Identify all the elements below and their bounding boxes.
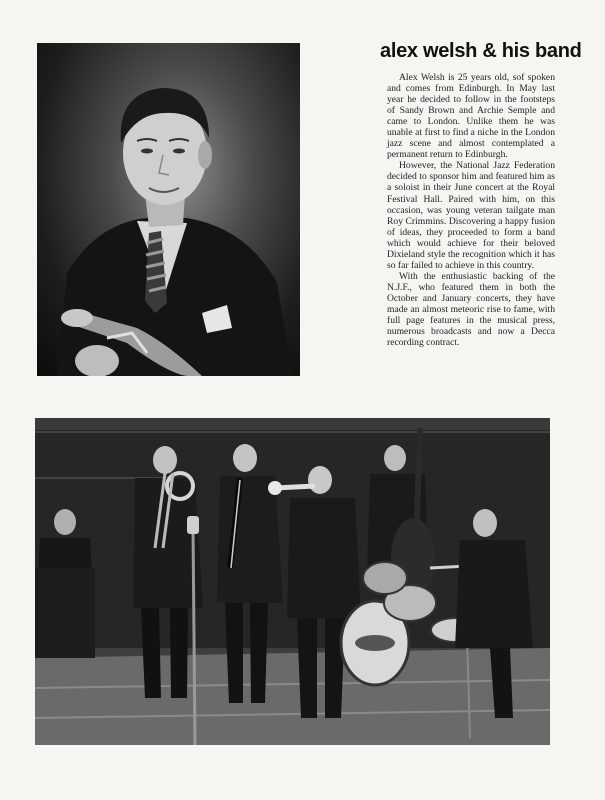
article-paragraph: With the enthusiastic backing of the N.J.F., who featured them in both the October and January concerts, they have made an almost meteoric rise to fame, with full page features in the musical press, numerous broadcasts and now a Decca recording contract. bbox=[387, 270, 555, 349]
band-photo bbox=[35, 418, 550, 745]
article-body bbox=[387, 72, 555, 348]
portrait-photo bbox=[37, 43, 300, 376]
article-title: alex welsh & his band bbox=[380, 40, 582, 62]
article-paragraph: Alex Welsh is 25 years old, sof spoken and comes from Edinburgh. In May last year he decided to follow in the footsteps of Sandy Brown and Archie Semple and came to London. Unlike them he was unable at first to find a niche in the London jazz scene and almost contemplated a permanent return to Edinburgh. bbox=[387, 72, 555, 161]
article-paragraph: However, the National Jazz Federation decided to sponsor him and featured him as a soloist in their June concert at the Royal Festival Hall. Paired with him, on this occasion, was young veteran tailgate man Roy Crimmins. Discovering a happy fusion of ideas, they proceeded to form a band which would achieve for their beloved Dixieland style the recognition which it has so far failed to achieve in this country. bbox=[387, 160, 555, 271]
